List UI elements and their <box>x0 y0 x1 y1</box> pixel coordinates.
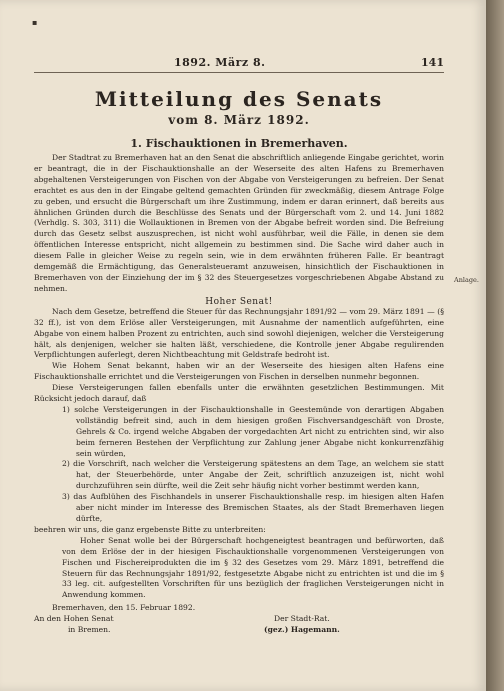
request-lead: beehren wir uns, die ganz ergebenste Bitte zu unterbreiten: <box>34 524 266 534</box>
section-heading: 1. Fischauktionen in Bremerhaven. <box>130 137 348 150</box>
page-edge <box>486 0 504 691</box>
list-item: 3) das Aufblühen des Fischhandels in unserer Fischauktionshalle resp. im hiesigen alten Hafen aber nicht minder im Interesse des Bremischen Staates, als der Stadt Bremerhaven liegen dürfte, <box>62 492 444 523</box>
request-paragraph: Hoher Senat wolle bei der Bürgerschaft hochgeneigtest beantragen und befürworten, daß von dem Erlöse der in der hiesigen Fischauktionshalle vorgenommenen Versteigerungen von Fischen und Fischereiprodukten die im § 32 des Gesetzes vom 29. März 1891, betreffend die Steuern für das Rechnungsjahr 1891/92, festgesetzte Abgabe nicht zu entrichten ist und die im § 33 leg. cit. aufgestellten Vorschriften für uns bezüglich der fraglichen Versteigerungen nicht in Anwendung kommen. <box>62 535 444 600</box>
eingabe-paragraph: Wie Hohem Senat bekannt, haben wir an der Weserseite des hiesigen alten Hafens eine Fischauktionshalle errichtet und die Versteigerungen von Fischen in derselben nunmehr begonnen. <box>34 361 444 382</box>
document-subtitle: vom 8. März 1892. <box>168 113 310 127</box>
addressee-line: An den Hohen Senat <box>34 614 114 624</box>
list-item: 2) die Vorschrift, nach welcher die Versteigerung spätestens an dem Tage, an welchem sie statt hat, der Steuerbehörde, unter Angabe der Zeit, schriftlich anzuzeigen ist, nicht wohl durchzuführen sein dürfte, weil die Zeit sehr häufig nicht vorher bestimmt werden kann, <box>62 459 444 491</box>
header-date: 1892. März 8. <box>174 56 266 69</box>
page-content <box>34 54 444 644</box>
margin-mark: ▪ <box>32 18 38 27</box>
eingabe-paragraph: Diese Versteigerungen fallen ebenfalls unter die erwähnten gesetzlichen Bestimmungen. Mit Rücksicht jedoch darauf, daß <box>34 383 444 404</box>
document-title: Mitteilung des Senats <box>94 87 384 111</box>
signer-name: (gez.) Hagemann. <box>264 625 340 635</box>
list-item: 1) solche Versteigerungen in der Fischauktionshalle in Geestemünde von derartigen Abgaben vollständig befreit sind, auch in dem hiesigen großen Fischversandgeschäft von Droste, Gehrels & Co. irgend welche Abgaben der vorgedachten Art nicht zu entrichten sind, wir also beim ferneren Bestehen der Verpflichtung zur Zahlung jener Abgabe nicht konkurrenzfähig sein würden, <box>62 404 444 458</box>
margin-note: Anlage. <box>454 276 479 284</box>
eingabe-paragraph: Nach dem Gesetze, betreffend die Steuer für das Rechnungsjahr 1891/92 — vom 29. März 1891 — (§ 32 ff.), ist von dem Erlöse aller Versteigerungen, mit Ausnahme der namentlich aufgeführten, eine Abgabe von einem halben Prozent zu entrichten, auch sind sowohl diejenigen, welcher die Versteigerung hält, als denjenigen, welcher sie halten läßt, verschiedene, die Kontrolle jener Abgabe regulirenden Verpflichtungen auferlegt, deren Nichtbeachtung mit Geldstrafe bedroht ist. <box>34 306 444 360</box>
page-number: 141 <box>421 56 444 69</box>
signature-block <box>34 614 444 644</box>
closing-date: Bremerhaven, den 15. Februar 1892. <box>52 603 196 613</box>
running-head <box>34 54 444 73</box>
salutation: Hoher Senat! <box>205 296 273 307</box>
sender-line: Der Stadt-Rat. <box>274 614 330 624</box>
intro-paragraph: Der Stadtrat zu Bremerhaven hat an den Senat die abschriftlich anliegende Eingabe gerichtet, worin er beantragt, die in der Fischauktionshalle an der Weserseite des alten Hafens zu Bremerhaven abgehaltenen Versteigerungen von Fischen von der Abgabe von Versteigerungen zu befreien. Der Senat erachtet es aus den in der Eingabe geltend gemachten Gründen für zweckmäßig, diesem Antrage Folge zu geben, und ersucht die Bürgerschaft um ihre Zustimmung, indem er daran erinnert, daß bereits aus ähnlichen Gründen durch die Beschlüsse des Senats und der Bürgerschaft vom 2. und 14. Juni 1882 (Verhdlg. S. 303, 311) die Wollauktionen in Bremen von der Abgabe befreit worden sind. Die Befreiung durch das Gesetz selbst auszusprechen, ist nicht wohl ausführbar, weil die Fälle, in denen sie dem öffentlichen Interesse entspricht, nicht allgemein zu bestimmen sind. Die Sache wird daher auch in diesem Falle in gleicher Weise zu regeln sein, wie in dem erwähnten früheren Falle. Er beantragt demgemäß die Ermächtigung, das Generalsteueramt anzuweisen, hinsichtlich der Fischauktionen in Bremerhaven von der Einziehung der im § 32 des Steuergesetzes vorgeschriebenen Abgabe Abstand zu nehmen. <box>34 153 444 293</box>
addressee-city: in Bremen. <box>68 625 111 635</box>
reasons-list <box>34 405 444 525</box>
